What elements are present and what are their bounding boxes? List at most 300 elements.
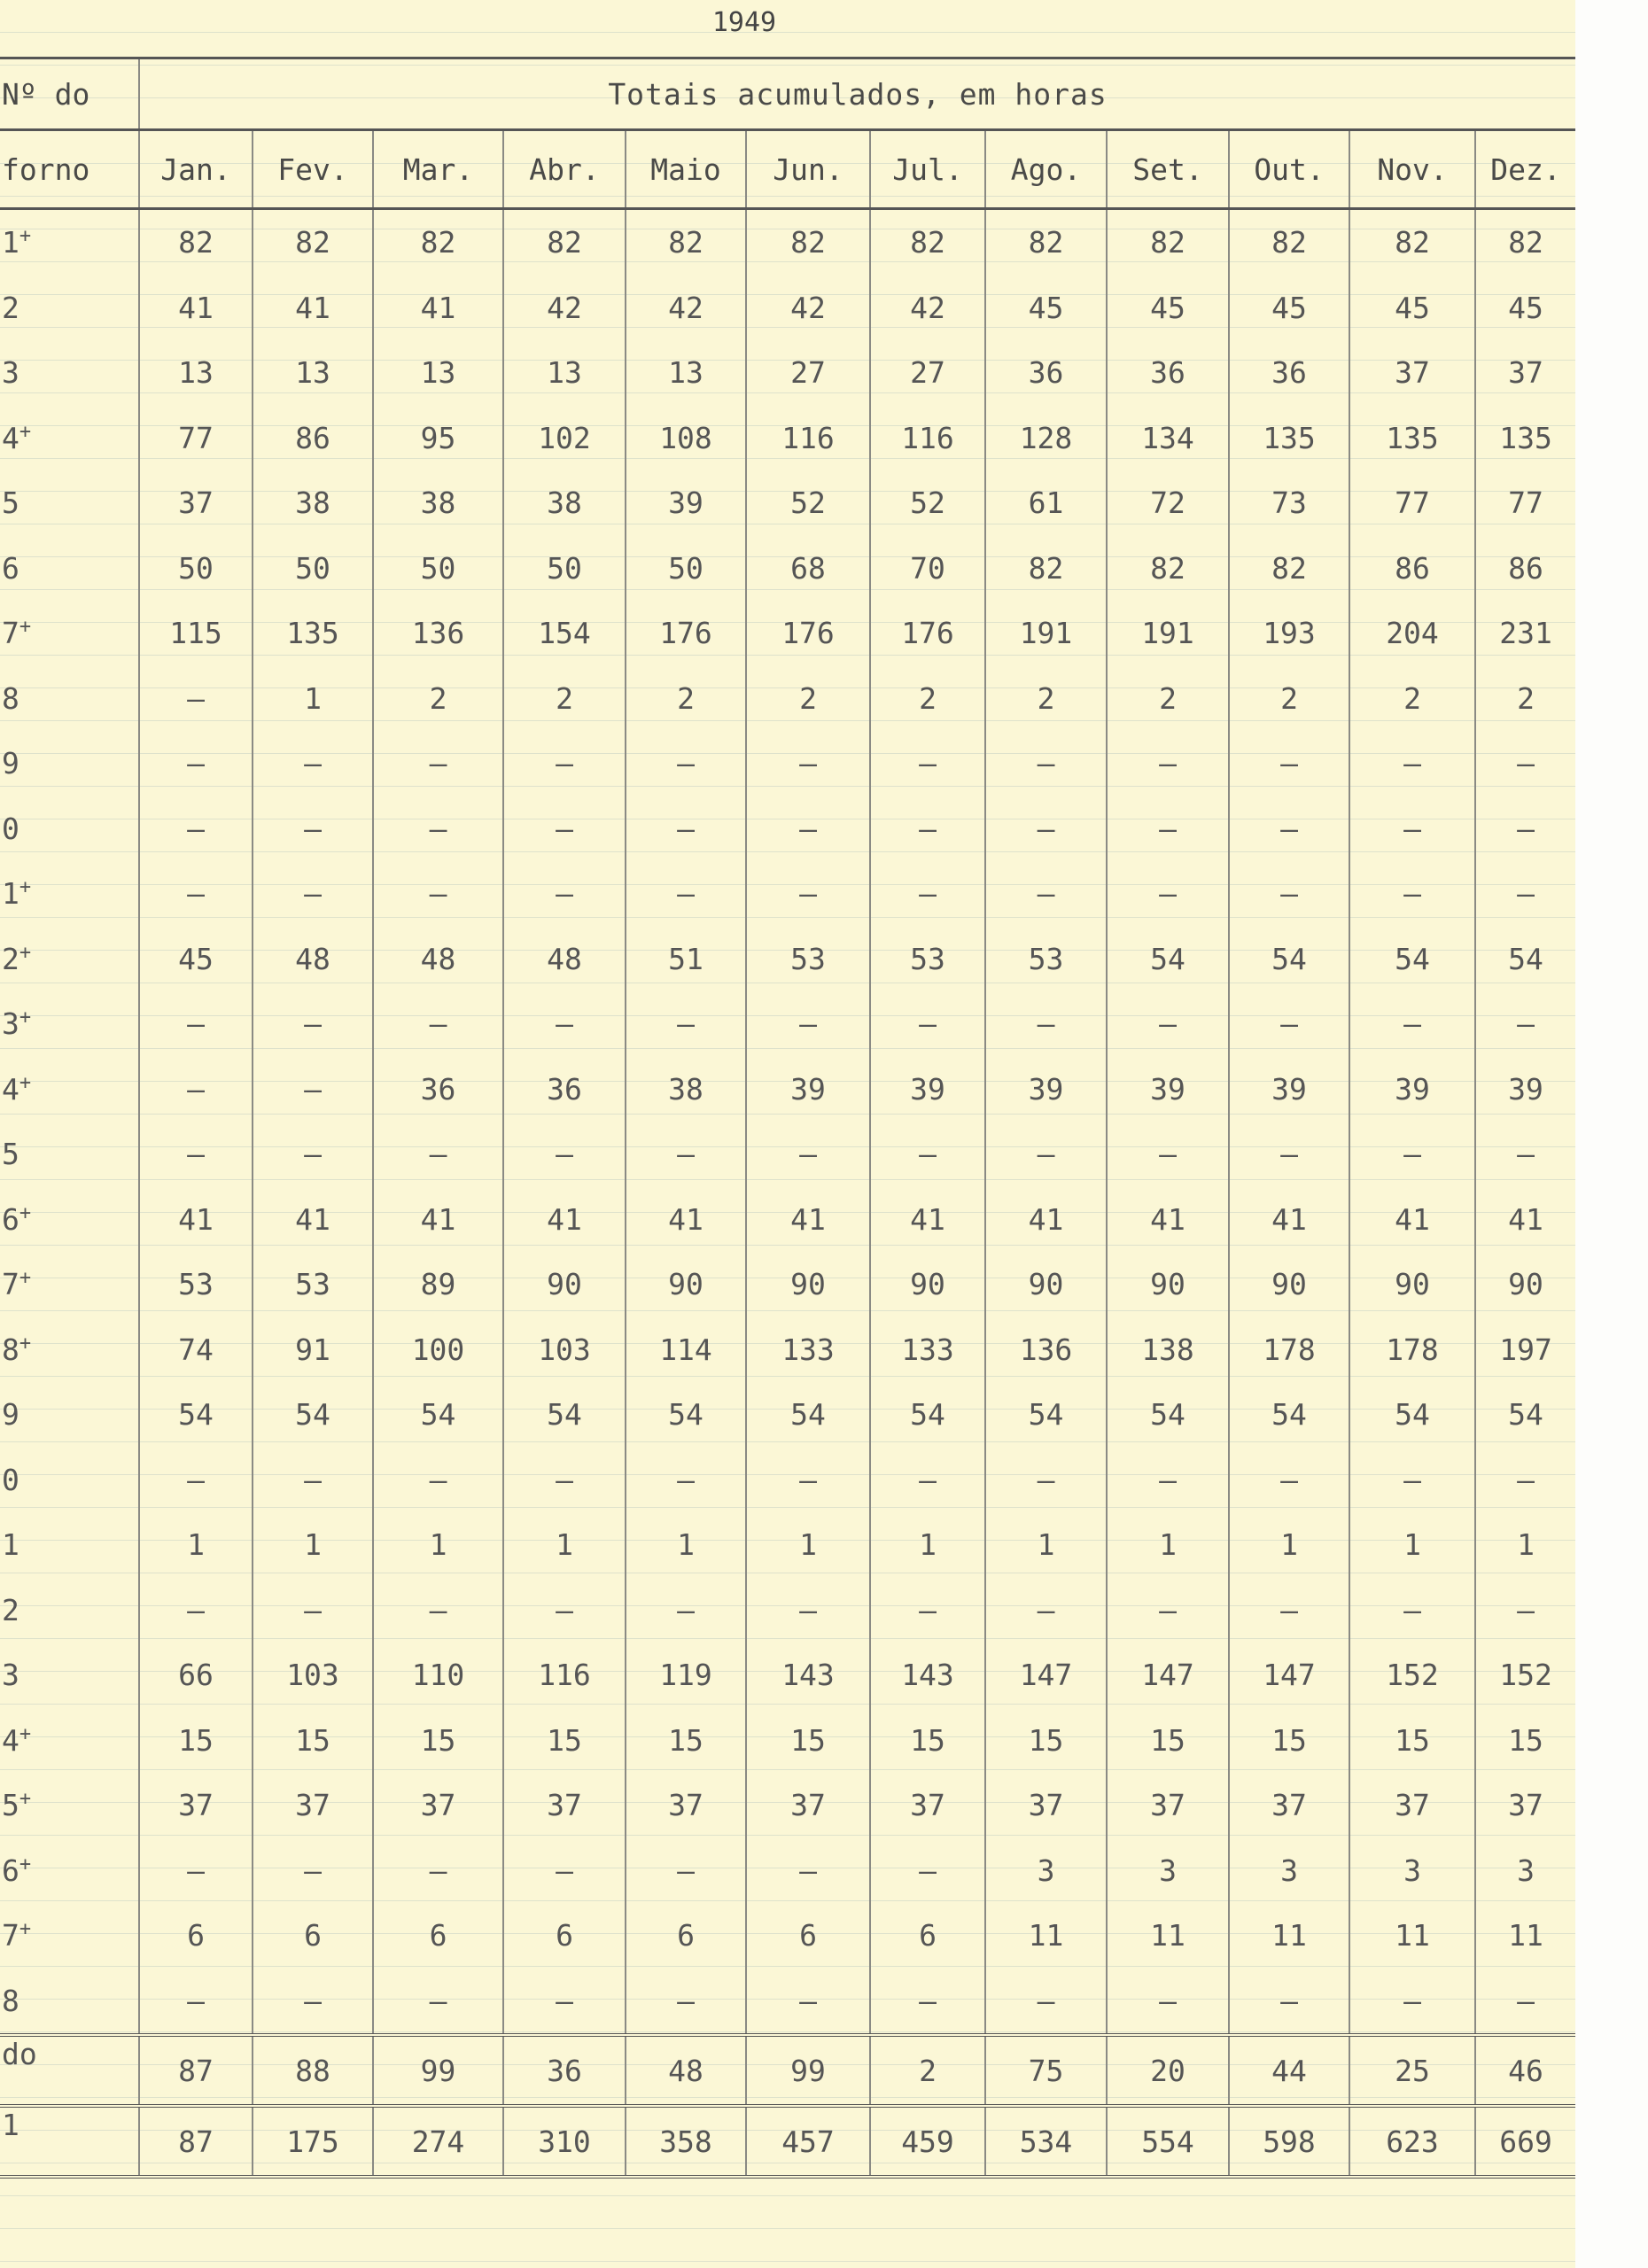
hours-cell: 89	[373, 1252, 503, 1317]
summary-cell: 87	[139, 2035, 253, 2106]
summary-cell: 534	[985, 2106, 1107, 2177]
oven-number	[0, 796, 139, 862]
hours-cell: 41	[985, 1187, 1107, 1253]
oven-number	[0, 1643, 139, 1708]
hours-cell: 37	[626, 1773, 746, 1838]
summary-cell: 48	[626, 2035, 746, 2106]
hours-cell: 48	[253, 927, 373, 992]
oven-number-text: 6	[2, 1852, 19, 1888]
hours-cell: 82	[1349, 209, 1475, 276]
summary-cell: 358	[626, 2106, 746, 2177]
hours-cell: –	[626, 861, 746, 927]
hours-cell: –	[373, 1578, 503, 1643]
hours-cell: 152	[1475, 1643, 1575, 1708]
hours-cell: –	[626, 1122, 746, 1187]
month-header: Jun.	[746, 130, 870, 209]
hours-cell: 37	[1475, 1773, 1575, 1838]
hours-cell: 45	[1349, 276, 1475, 341]
table-row	[0, 470, 1575, 536]
hours-cell: 90	[870, 1252, 985, 1317]
hours-cell: –	[1229, 1969, 1349, 2036]
oven-number	[0, 1578, 139, 1643]
hours-cell: 90	[1107, 1252, 1229, 1317]
hours-cell: 193	[1229, 601, 1349, 666]
plus-mark: +	[19, 616, 32, 639]
hours-cell: 54	[1349, 927, 1475, 992]
hours-cell: 54	[1475, 1382, 1575, 1448]
hours-cell: –	[746, 861, 870, 927]
hours-cell: –	[503, 1122, 626, 1187]
hours-cell: –	[139, 666, 253, 732]
hours-cell: 11	[1229, 1903, 1349, 1969]
table-row	[0, 276, 1575, 341]
table-row	[0, 1643, 1575, 1708]
table-row	[0, 340, 1575, 406]
hours-cell: 45	[139, 927, 253, 992]
oven-number	[0, 1903, 139, 1969]
oven-number-text: 6	[2, 1201, 19, 1237]
hours-cell: 39	[870, 1057, 985, 1122]
oven-number	[0, 470, 139, 536]
hours-cell: –	[1475, 1122, 1575, 1187]
hours-cell: –	[870, 1122, 985, 1187]
hours-cell: –	[1229, 731, 1349, 796]
hours-cell: 15	[1349, 1708, 1475, 1774]
hours-cell: 41	[373, 276, 503, 341]
hours-cell: 13	[373, 340, 503, 406]
hours-cell: 54	[1107, 1382, 1229, 1448]
hours-cell: 37	[139, 1773, 253, 1838]
hours-cell: 90	[1475, 1252, 1575, 1317]
month-header: Abr.	[503, 130, 626, 209]
monthly-total-row	[0, 2035, 1575, 2106]
hours-cell: 53	[870, 927, 985, 992]
hours-cell: 36	[1229, 340, 1349, 406]
summary-cell: 310	[503, 2106, 626, 2177]
hours-cell: 82	[373, 209, 503, 276]
hours-cell: 1	[870, 1512, 985, 1578]
hours-cell: 11	[1107, 1903, 1229, 1969]
oven-number-text: 4	[2, 420, 19, 455]
hours-cell: 45	[985, 276, 1107, 341]
hours-cell: –	[373, 991, 503, 1057]
hours-cell: 77	[1349, 470, 1475, 536]
hours-cell: 90	[626, 1252, 746, 1317]
hours-cell: 134	[1107, 406, 1229, 471]
hours-cell: 2	[870, 666, 985, 732]
hours-cell: 2	[1229, 666, 1349, 732]
hours-cell: –	[1475, 731, 1575, 796]
oven-number	[0, 601, 139, 666]
totals-title: Totais acumulados, em horas	[139, 58, 1575, 130]
hours-cell: 41	[503, 1187, 626, 1253]
oven-number-text: 9	[2, 1397, 19, 1433]
hours-cell: –	[626, 1838, 746, 1904]
summary-cell: 99	[373, 2035, 503, 2106]
hours-cell: 54	[870, 1382, 985, 1448]
hours-cell: 41	[1229, 1187, 1349, 1253]
month-header: Dez.	[1475, 130, 1575, 209]
hours-cell: 110	[373, 1643, 503, 1708]
hours-cell: 2	[1107, 666, 1229, 732]
hours-cell: 119	[626, 1643, 746, 1708]
hours-cell: 15	[626, 1708, 746, 1774]
hours-cell: –	[253, 861, 373, 927]
hours-cell: –	[139, 1122, 253, 1187]
hours-cell: –	[626, 1448, 746, 1513]
oven-number-text: 3	[2, 1658, 19, 1693]
month-header: Out.	[1229, 130, 1349, 209]
hours-cell: 152	[1349, 1643, 1475, 1708]
hours-cell: –	[503, 796, 626, 862]
hours-cell: –	[1229, 1578, 1349, 1643]
hours-cell: 41	[139, 276, 253, 341]
hours-cell: 2	[985, 666, 1107, 732]
hours-cell: 48	[503, 927, 626, 992]
oven-number	[0, 1708, 139, 1774]
cumulative-total-row	[0, 2106, 1575, 2177]
hours-cell: 135	[253, 601, 373, 666]
hours-cell: 86	[1349, 536, 1475, 602]
oven-number	[0, 861, 139, 927]
hours-cell: 15	[1475, 1708, 1575, 1774]
hours-cell: 15	[139, 1708, 253, 1774]
hours-cell: 39	[1229, 1057, 1349, 1122]
hours-cell: 133	[746, 1317, 870, 1383]
oven-number	[0, 1317, 139, 1383]
oven-header-line1: Nº do	[2, 76, 90, 112]
hours-cell: 36	[1107, 340, 1229, 406]
hours-cell: –	[1349, 796, 1475, 862]
hours-cell: 54	[503, 1382, 626, 1448]
summary-cell: 669	[1475, 2106, 1575, 2177]
hours-cell: 143	[746, 1643, 870, 1708]
hours-cell: 2	[1349, 666, 1475, 732]
summary-cell: 623	[1349, 2106, 1475, 2177]
hours-cell: –	[139, 1838, 253, 1904]
hours-cell: –	[1229, 1448, 1349, 1513]
hours-cell: 1	[985, 1512, 1107, 1578]
hours-cell: –	[870, 1448, 985, 1513]
hours-cell: 45	[1107, 276, 1229, 341]
hours-cell: 15	[1107, 1708, 1229, 1774]
hours-cell: 41	[1349, 1187, 1475, 1253]
hours-cell: 39	[1475, 1057, 1575, 1122]
hours-cell: –	[870, 861, 985, 927]
hours-cell: 36	[985, 340, 1107, 406]
oven-number	[0, 1252, 139, 1317]
plus-mark: +	[19, 420, 32, 443]
oven-number	[0, 1838, 139, 1904]
hours-cell: –	[985, 1448, 1107, 1513]
hours-cell: 6	[139, 1903, 253, 1969]
hours-cell: 48	[373, 927, 503, 992]
hours-cell: 90	[503, 1252, 626, 1317]
hours-cell: 136	[373, 601, 503, 666]
hours-cell: 82	[985, 209, 1107, 276]
hours-cell: 82	[985, 536, 1107, 602]
hours-cell: 37	[503, 1773, 626, 1838]
hours-cell: –	[1229, 991, 1349, 1057]
oven-number-text: 3	[2, 355, 19, 391]
hours-cell: –	[985, 1578, 1107, 1643]
hours-cell: –	[139, 1578, 253, 1643]
hours-cell: 3	[1229, 1838, 1349, 1904]
summary-cell: 554	[1107, 2106, 1229, 2177]
month-header: Maio	[626, 130, 746, 209]
hours-cell: –	[746, 731, 870, 796]
hours-cell: 68	[746, 536, 870, 602]
oven-number	[0, 406, 139, 471]
hours-cell: 1	[626, 1512, 746, 1578]
hours-cell: –	[1349, 991, 1475, 1057]
hours-cell: –	[985, 731, 1107, 796]
hours-cell: 231	[1475, 601, 1575, 666]
hours-cell: 37	[253, 1773, 373, 1838]
oven-number	[0, 1448, 139, 1513]
plus-mark: +	[19, 1918, 32, 1941]
hours-cell: 41	[870, 1187, 985, 1253]
oven-number	[0, 731, 139, 796]
table-row	[0, 1773, 1575, 1838]
oven-number-text: 4	[2, 1722, 19, 1758]
hours-cell: 38	[503, 470, 626, 536]
month-header: Ago.	[985, 130, 1107, 209]
oven-number	[0, 536, 139, 602]
table-row	[0, 927, 1575, 992]
hours-cell: 82	[1229, 536, 1349, 602]
hours-cell: 82	[1475, 209, 1575, 276]
plus-mark: +	[19, 1071, 32, 1094]
hours-cell: 41	[253, 276, 373, 341]
month-header: Jan.	[139, 130, 253, 209]
hours-cell: 15	[746, 1708, 870, 1774]
table-row	[0, 1122, 1575, 1187]
hours-cell: 36	[373, 1057, 503, 1122]
hours-cell: –	[870, 1969, 985, 2036]
hours-cell: 50	[626, 536, 746, 602]
oven-number-text: 2	[2, 290, 19, 325]
hours-cell: 41	[253, 1187, 373, 1253]
hours-cell: 54	[139, 1382, 253, 1448]
summary-cell: 25	[1349, 2035, 1475, 2106]
hours-cell: 86	[253, 406, 373, 471]
hours-cell: –	[1349, 1578, 1475, 1643]
oven-number-text: 1	[2, 225, 19, 260]
hours-cell: 27	[746, 340, 870, 406]
hours-cell: 108	[626, 406, 746, 471]
summary-cell: 274	[373, 2106, 503, 2177]
table-row	[0, 1708, 1575, 1774]
hours-cell: –	[1107, 731, 1229, 796]
hours-cell: –	[870, 796, 985, 862]
hours-cell: 11	[1475, 1903, 1575, 1969]
oven-number-text: 9	[2, 746, 19, 781]
hours-cell: 191	[1107, 601, 1229, 666]
hours-cell: 77	[139, 406, 253, 471]
hours-cell: 53	[746, 927, 870, 992]
oven-number	[0, 1969, 139, 2036]
table-row	[0, 731, 1575, 796]
hours-cell: –	[1475, 1448, 1575, 1513]
hours-cell: 54	[373, 1382, 503, 1448]
hours-cell: 52	[746, 470, 870, 536]
hours-cell: 82	[139, 209, 253, 276]
table-row	[0, 1448, 1575, 1513]
hours-cell: 1	[1475, 1512, 1575, 1578]
hours-cell: –	[139, 796, 253, 862]
hours-cell: 3	[1475, 1838, 1575, 1904]
hours-cell: –	[1475, 991, 1575, 1057]
hours-cell: 1	[746, 1512, 870, 1578]
hours-cell: –	[1107, 1969, 1229, 2036]
hours-cell: –	[503, 991, 626, 1057]
table-row	[0, 601, 1575, 666]
hours-cell: 77	[1475, 470, 1575, 536]
hours-cell: –	[373, 731, 503, 796]
hours-cell: –	[373, 1122, 503, 1187]
hours-cell: 82	[626, 209, 746, 276]
hours-cell: 36	[503, 1057, 626, 1122]
summary-label: 1	[0, 2106, 139, 2177]
hours-cell: 61	[985, 470, 1107, 536]
hours-cell: –	[139, 1057, 253, 1122]
hours-cell: 147	[1107, 1643, 1229, 1708]
hours-cell: 103	[503, 1317, 626, 1383]
hours-cell: –	[1349, 1969, 1475, 2036]
plus-mark: +	[19, 876, 32, 899]
oven-number	[0, 1187, 139, 1253]
hours-cell: –	[985, 991, 1107, 1057]
hours-cell: 73	[1229, 470, 1349, 536]
hours-cell: 39	[1107, 1057, 1229, 1122]
hours-cell: –	[1229, 861, 1349, 927]
oven-number-text: 5	[2, 1788, 19, 1823]
hours-cell: 53	[139, 1252, 253, 1317]
hours-cell: 176	[746, 601, 870, 666]
hours-cell: –	[1229, 796, 1349, 862]
hours-cell: 42	[870, 276, 985, 341]
hours-cell: –	[253, 991, 373, 1057]
hours-cell: 54	[985, 1382, 1107, 1448]
hours-cell: –	[626, 731, 746, 796]
hours-cell: 176	[626, 601, 746, 666]
hours-cell: 176	[870, 601, 985, 666]
hours-cell: 82	[870, 209, 985, 276]
hours-cell: 90	[1229, 1252, 1349, 1317]
oven-number-text: 0	[2, 1462, 19, 1497]
hours-cell: 1	[1229, 1512, 1349, 1578]
table-row	[0, 209, 1575, 276]
hours-cell: 50	[503, 536, 626, 602]
hours-cell: –	[1107, 1578, 1229, 1643]
hours-cell: –	[139, 1448, 253, 1513]
hours-cell: 3	[1349, 1838, 1475, 1904]
hours-cell: –	[139, 861, 253, 927]
hours-cell: 54	[1229, 1382, 1349, 1448]
oven-number-text: 2	[2, 1592, 19, 1627]
plus-mark: +	[19, 1201, 32, 1224]
hours-cell: 37	[1349, 340, 1475, 406]
plus-mark: +	[19, 1788, 32, 1811]
hours-cell: 70	[870, 536, 985, 602]
oven-number	[0, 991, 139, 1057]
hours-cell: 178	[1229, 1317, 1349, 1383]
hours-cell: –	[1475, 796, 1575, 862]
hours-cell: –	[1107, 991, 1229, 1057]
hours-cell: –	[1107, 1448, 1229, 1513]
hours-cell: 3	[1107, 1838, 1229, 1904]
hours-cell: 147	[985, 1643, 1107, 1708]
hours-cell: –	[503, 731, 626, 796]
hours-cell: –	[870, 1838, 985, 1904]
hours-cell: 86	[1475, 536, 1575, 602]
hours-cell: 13	[503, 340, 626, 406]
hours-cell: –	[1107, 796, 1229, 862]
hours-cell: –	[253, 731, 373, 796]
hours-cell: 13	[253, 340, 373, 406]
oven-number-text: 2	[2, 941, 19, 976]
plus-mark: +	[19, 1006, 32, 1029]
oven-number	[0, 1773, 139, 1838]
hours-cell: 41	[1107, 1187, 1229, 1253]
hours-cell: 128	[985, 406, 1107, 471]
oven-number-header	[0, 58, 139, 130]
hours-cell: –	[1349, 1122, 1475, 1187]
plus-mark: +	[19, 1722, 32, 1745]
hours-cell: 147	[1229, 1643, 1349, 1708]
hours-cell: 1	[503, 1512, 626, 1578]
plus-mark: +	[19, 1267, 32, 1290]
hours-cell: 154	[503, 601, 626, 666]
table-row	[0, 1382, 1575, 1448]
oven-header-line2-cell	[0, 130, 139, 209]
month-header: Mar.	[373, 130, 503, 209]
hours-cell: –	[985, 1969, 1107, 2036]
hours-cell: 102	[503, 406, 626, 471]
hours-cell: 38	[626, 1057, 746, 1122]
hours-cell: –	[503, 1448, 626, 1513]
hours-cell: –	[1107, 861, 1229, 927]
summary-cell: 457	[746, 2106, 870, 2177]
hours-cell: 90	[985, 1252, 1107, 1317]
hours-cell: 37	[1229, 1773, 1349, 1838]
oven-number-text: 3	[2, 1006, 19, 1042]
hours-cell: 11	[1349, 1903, 1475, 1969]
oven-number	[0, 209, 139, 276]
table-row	[0, 1317, 1575, 1383]
hours-cell: 135	[1229, 406, 1349, 471]
hours-cell: 54	[626, 1382, 746, 1448]
hours-cell: –	[985, 1122, 1107, 1187]
hours-cell: 15	[985, 1708, 1107, 1774]
plus-mark: +	[19, 225, 32, 248]
hours-cell: 143	[870, 1643, 985, 1708]
hours-cell: –	[139, 991, 253, 1057]
hours-cell: 41	[746, 1187, 870, 1253]
paper-margin	[1575, 0, 1648, 2268]
hours-cell: 39	[1349, 1057, 1475, 1122]
hours-cell: –	[373, 1838, 503, 1904]
hours-cell: –	[253, 1838, 373, 1904]
table-row	[0, 1252, 1575, 1317]
table-row	[0, 1578, 1575, 1643]
hours-cell: 72	[1107, 470, 1229, 536]
hours-cell: –	[503, 861, 626, 927]
plus-mark: +	[19, 1852, 32, 1876]
hours-cell: –	[503, 1838, 626, 1904]
month-header: Fev.	[253, 130, 373, 209]
